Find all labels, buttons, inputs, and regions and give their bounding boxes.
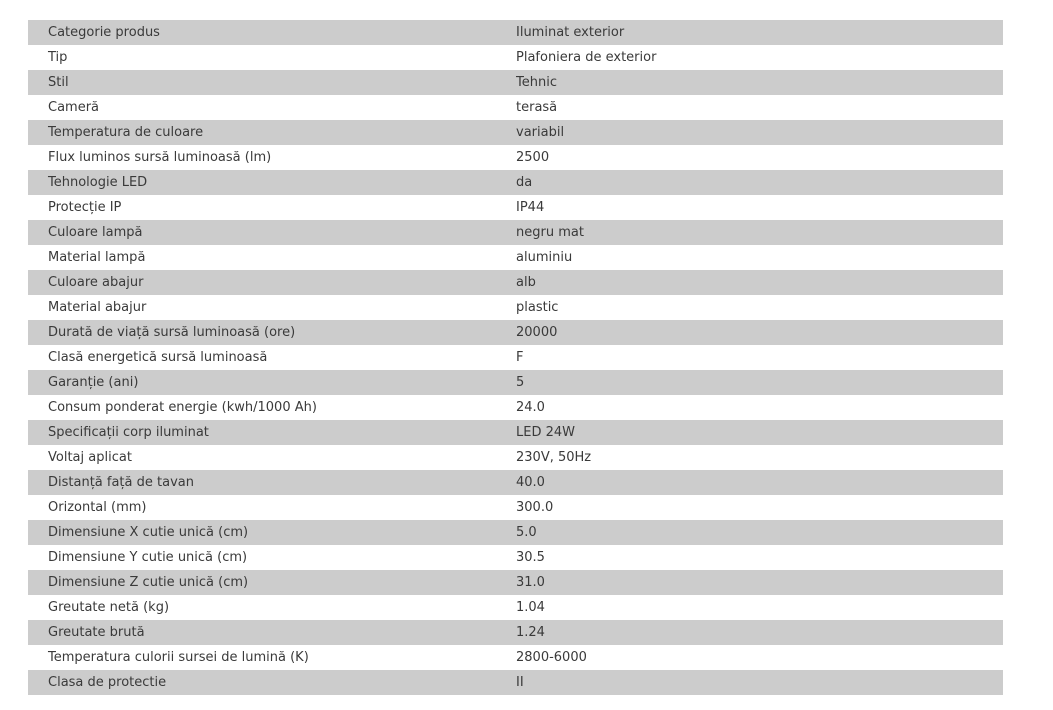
spec-label: Voltaj aplicat bbox=[28, 445, 516, 470]
spec-row bbox=[28, 570, 1003, 595]
spec-row bbox=[28, 545, 1003, 570]
spec-label: Consum ponderat energie (kwh/1000 Ah) bbox=[28, 395, 516, 420]
spec-row bbox=[28, 370, 1003, 395]
spec-table-body bbox=[28, 20, 1003, 695]
spec-row bbox=[28, 170, 1003, 195]
spec-row bbox=[28, 220, 1003, 245]
spec-row bbox=[28, 45, 1003, 70]
spec-value: 2800-6000 bbox=[516, 645, 1003, 670]
spec-row bbox=[28, 495, 1003, 520]
spec-row bbox=[28, 345, 1003, 370]
spec-value: II bbox=[516, 670, 1003, 695]
spec-value: 1.04 bbox=[516, 595, 1003, 620]
spec-label: Material lampă bbox=[28, 245, 516, 270]
spec-label: Garanție (ani) bbox=[28, 370, 516, 395]
spec-row bbox=[28, 270, 1003, 295]
spec-row bbox=[28, 470, 1003, 495]
spec-row bbox=[28, 595, 1003, 620]
spec-label: Tehnologie LED bbox=[28, 170, 516, 195]
spec-value: Plafoniera de exterior bbox=[516, 45, 1003, 70]
spec-label: Dimensiune Z cutie unică (cm) bbox=[28, 570, 516, 595]
spec-row bbox=[28, 245, 1003, 270]
spec-row bbox=[28, 20, 1003, 45]
spec-row bbox=[28, 520, 1003, 545]
spec-value: 2500 bbox=[516, 145, 1003, 170]
spec-row bbox=[28, 70, 1003, 95]
spec-label: Categorie produs bbox=[28, 20, 516, 45]
spec-label: Tip bbox=[28, 45, 516, 70]
spec-value: LED 24W bbox=[516, 420, 1003, 445]
spec-label: Material abajur bbox=[28, 295, 516, 320]
spec-value: 230V, 50Hz bbox=[516, 445, 1003, 470]
spec-label: Protecție IP bbox=[28, 195, 516, 220]
spec-row bbox=[28, 120, 1003, 145]
spec-label: Greutate brută bbox=[28, 620, 516, 645]
spec-row bbox=[28, 195, 1003, 220]
product-spec-table bbox=[28, 20, 1003, 695]
spec-value: terasă bbox=[516, 95, 1003, 120]
spec-value: 1.24 bbox=[516, 620, 1003, 645]
spec-value: aluminiu bbox=[516, 245, 1003, 270]
spec-value: 5.0 bbox=[516, 520, 1003, 545]
spec-row bbox=[28, 445, 1003, 470]
spec-value: Iluminat exterior bbox=[516, 20, 1003, 45]
spec-row bbox=[28, 645, 1003, 670]
spec-label: Durată de viață sursă luminoasă (ore) bbox=[28, 320, 516, 345]
spec-value: 24.0 bbox=[516, 395, 1003, 420]
spec-value: 40.0 bbox=[516, 470, 1003, 495]
spec-label: Flux luminos sursă luminoasă (lm) bbox=[28, 145, 516, 170]
spec-value: F bbox=[516, 345, 1003, 370]
spec-label: Temperatura culorii sursei de lumină (K) bbox=[28, 645, 516, 670]
spec-value: da bbox=[516, 170, 1003, 195]
spec-value: Tehnic bbox=[516, 70, 1003, 95]
spec-label: Specificații corp iluminat bbox=[28, 420, 516, 445]
spec-label: Distanță față de tavan bbox=[28, 470, 516, 495]
spec-row bbox=[28, 295, 1003, 320]
spec-value: 20000 bbox=[516, 320, 1003, 345]
spec-value: 5 bbox=[516, 370, 1003, 395]
spec-label: Greutate netă (kg) bbox=[28, 595, 516, 620]
spec-label: Stil bbox=[28, 70, 516, 95]
spec-label: Temperatura de culoare bbox=[28, 120, 516, 145]
spec-row bbox=[28, 395, 1003, 420]
spec-row bbox=[28, 95, 1003, 120]
spec-row bbox=[28, 670, 1003, 695]
spec-value: 31.0 bbox=[516, 570, 1003, 595]
spec-value: plastic bbox=[516, 295, 1003, 320]
spec-value: negru mat bbox=[516, 220, 1003, 245]
spec-value: 300.0 bbox=[516, 495, 1003, 520]
spec-value: variabil bbox=[516, 120, 1003, 145]
spec-value: 30.5 bbox=[516, 545, 1003, 570]
spec-row bbox=[28, 320, 1003, 345]
spec-label: Dimensiune X cutie unică (cm) bbox=[28, 520, 516, 545]
spec-label: Dimensiune Y cutie unică (cm) bbox=[28, 545, 516, 570]
spec-row bbox=[28, 145, 1003, 170]
spec-value: IP44 bbox=[516, 195, 1003, 220]
spec-row bbox=[28, 620, 1003, 645]
spec-label: Culoare lampă bbox=[28, 220, 516, 245]
spec-label: Cameră bbox=[28, 95, 516, 120]
spec-label: Clasa de protectie bbox=[28, 670, 516, 695]
spec-value: alb bbox=[516, 270, 1003, 295]
spec-row bbox=[28, 420, 1003, 445]
spec-label: Orizontal (mm) bbox=[28, 495, 516, 520]
spec-label: Clasă energetică sursă luminoasă bbox=[28, 345, 516, 370]
spec-label: Culoare abajur bbox=[28, 270, 516, 295]
